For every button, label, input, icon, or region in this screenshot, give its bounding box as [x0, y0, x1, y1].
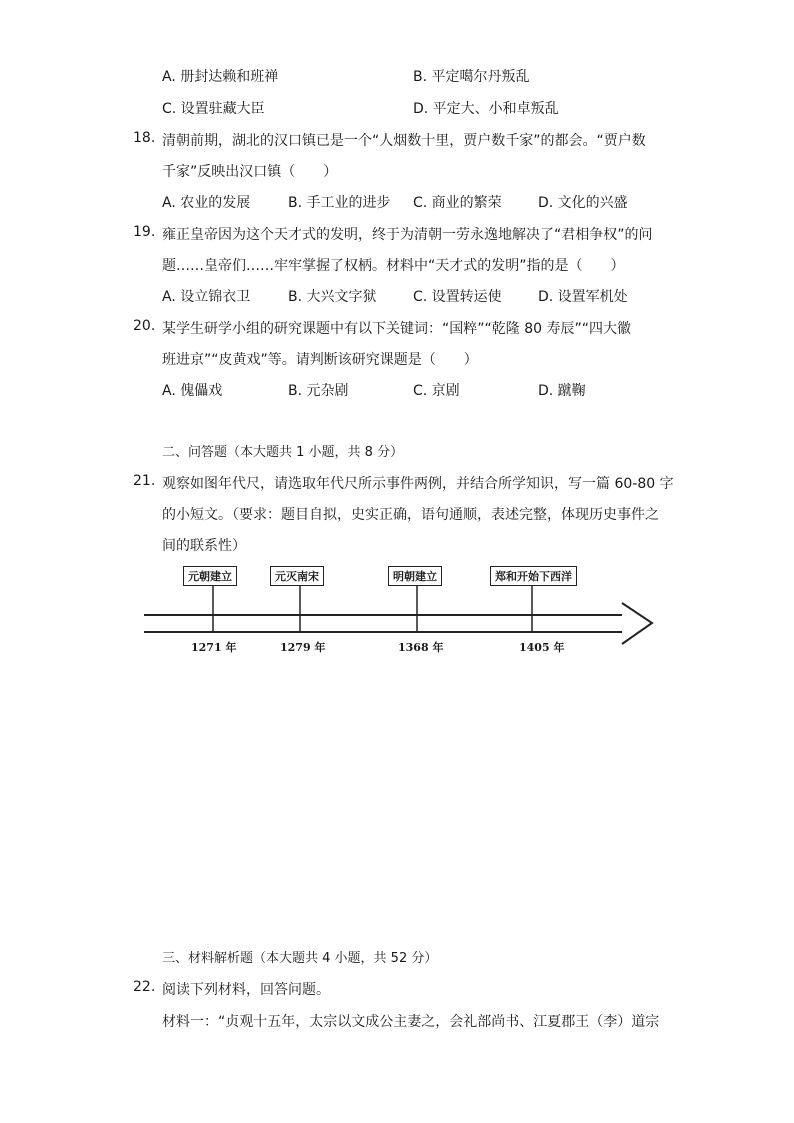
q20-option-a: A. 傀儡戏 [162, 383, 223, 399]
section-heading-material: 三、材料解析题（本大题共 4 小题，共 52 分） [162, 951, 438, 966]
timeline-year-2: 1279 年 [280, 641, 326, 654]
q22-material-line1: 材料一：“贞观十五年，太宗以文成公主妻之，会礼部尚书、江夏郡王（李）道宗 [162, 1014, 660, 1030]
timeline-year-4: 1405 年 [519, 641, 565, 654]
q20-stem-line2: 班进京”“皮黄戏”等。请判断该研究课题是（ ） [162, 352, 478, 368]
q20-option-b: B. 元杂剧 [288, 383, 349, 399]
q18-number: 18. [133, 130, 156, 146]
q18-option-a: A. 农业的发展 [162, 195, 251, 211]
q18-option-c: C. 商业的繁荣 [413, 195, 502, 211]
timeline-figure [140, 560, 660, 660]
q19-stem-line1: 雍正皇帝因为这个天才式的发明，终于为清朝一劳永逸地解决了“君相争权”的问 [162, 227, 653, 243]
q21-stem-line2: 的小短文。（要求：题目自拟，史实正确，语句通顺，表述完整，体现历史事件之 [162, 507, 659, 523]
q19-option-d: D. 设置军机处 [538, 289, 628, 305]
q19-option-b: B. 大兴文字狱 [288, 289, 377, 305]
q19-stem-line2: 题……皇帝们……牢牢掌握了权柄。材料中“天才式的发明”指的是（ ） [162, 258, 625, 274]
q18-stem-line2: 千家”反映出汉口镇（ ） [162, 164, 338, 180]
q17-option-c: C. 设置驻藏大臣 [162, 101, 265, 117]
timeline-event-4: 郑和开始下西洋 [490, 566, 577, 586]
q17-option-b: B. 平定噶尔丹叛乱 [413, 69, 530, 85]
timeline-year-3: 1368 年 [398, 641, 444, 654]
q17-option-d: D. 平定大、小和卓叛乱 [413, 101, 559, 117]
q21-stem-line1: 观察如图年代尺，请选取年代尺所示事件两例，并结合所学知识，写一篇 60-80 字 [162, 476, 674, 492]
timeline-year-1: 1271 年 [191, 641, 237, 654]
q18-stem-line1: 清朝前期，湖北的汉口镇已是一个“人烟数十里，贾户数千家”的都会。“贾户数 [162, 133, 646, 149]
q20-stem-line1: 某学生研学小组的研究课题中有以下关键词：“国粹”“乾隆 80 寿辰”“四大徽 [162, 321, 631, 337]
q21-stem-line3: 间的联系性） [162, 538, 246, 554]
q18-option-d: D. 文化的兴盛 [538, 195, 628, 211]
q22-stem-line1: 阅读下列材料，回答问题。 [162, 982, 330, 998]
section-heading-qa: 二、问答题（本大题共 1 小题，共 8 分） [162, 445, 404, 460]
q17-option-a: A. 册封达赖和班禅 [162, 69, 279, 85]
q19-option-a: A. 设立锦衣卫 [162, 289, 251, 305]
timeline-event-3: 明朝建立 [388, 566, 442, 586]
q20-option-c: C. 京剧 [413, 383, 460, 399]
q22-number: 22. [133, 979, 156, 995]
timeline-event-1: 元朝建立 [183, 566, 237, 586]
q20-number: 20. [133, 318, 156, 334]
q18-option-b: B. 手工业的进步 [288, 195, 391, 211]
q20-option-d: D. 蹴鞠 [538, 383, 586, 399]
q21-number: 21. [133, 473, 156, 489]
q19-option-c: C. 设置转运使 [413, 289, 502, 305]
q19-number: 19. [133, 224, 156, 240]
timeline-event-2: 元灭南宋 [270, 566, 324, 586]
